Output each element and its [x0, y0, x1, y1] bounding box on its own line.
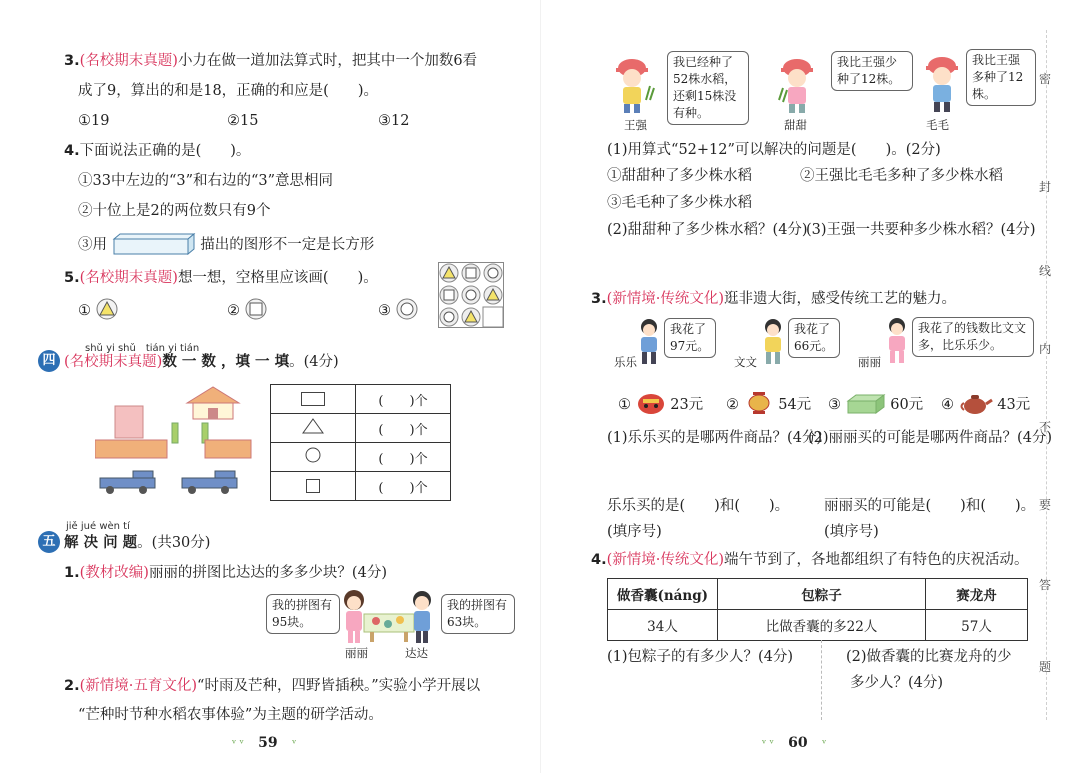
left-q3-option-1: ①19 — [78, 113, 110, 129]
wangqiang-name-label: 王强 — [624, 118, 647, 132]
answer-divider — [821, 640, 823, 720]
jade-box-icon — [846, 391, 886, 415]
tiantian-name-label: 甜甜 — [784, 118, 807, 132]
right-q3-fill-hint-1: (填序号) — [607, 524, 662, 540]
triangle-icon — [271, 414, 356, 443]
wangqiang-figure — [612, 56, 656, 114]
left-q4-option-2: ②十位上是2的两位数只有9个 — [78, 203, 271, 219]
item-1: ① 23元 — [618, 391, 703, 415]
right-q3-sub1: (1)乐乐买的是哪两件商品？(4分) — [607, 430, 823, 446]
right-q3-question: 3.(新情境·传统文化)逛非遗大街，感受传统工艺的魅力。 — [591, 291, 957, 307]
p2-sub1: (1)用算式“52+12”可以解决的问题是( )。(2分) — [607, 142, 941, 158]
item-3: ③ 60元 — [828, 391, 923, 415]
count-cell-square[interactable]: ( )个 — [356, 472, 451, 501]
square-icon — [271, 472, 356, 501]
left-q4-option-3: ③用 描出的图形不一定是长方形 — [78, 233, 374, 255]
right-page-footer — [762, 735, 826, 751]
teapot-icon — [959, 391, 993, 415]
right-page-number: 60 — [788, 735, 808, 751]
sec5-badge: 五 — [38, 531, 60, 553]
shape-pattern-grid — [438, 262, 504, 328]
right-q4-sub1: (1)包粽子的有多少人？(4分) — [607, 649, 794, 665]
left-q4-question: 4.下面说法正确的是( )。 — [64, 143, 251, 159]
side-char: 内 — [1038, 342, 1051, 356]
left-q5-option-3: ③ — [378, 298, 418, 321]
sprout-icon: ᵛ ᵛ — [762, 737, 774, 750]
circle-icon — [271, 443, 356, 472]
tiantian-speech-bubble: 我比王强少种了12株。 — [831, 51, 913, 91]
shape-count-table — [270, 384, 451, 501]
count-cell-rectangle[interactable]: ( )个 — [356, 385, 451, 414]
lili-right-speech-bubble: 我花了的钱数比文文多，比乐乐少。 — [912, 317, 1034, 357]
dada-speech-bubble: 我的拼图有63块。 — [441, 594, 515, 634]
p2-sub1-option-1: ①甜甜种了多少株水稻 — [607, 168, 752, 184]
header-xiangnang: 做香囊(náng) — [608, 579, 718, 610]
lili-right-name-label: 丽丽 — [858, 355, 881, 369]
sec4-badge: 四 — [38, 350, 60, 372]
rectangle-icon — [271, 385, 356, 414]
left-q3-line2: 成了9，算出的和是18，正确的和应是( )。 — [78, 83, 378, 99]
table-row — [271, 443, 451, 472]
value-longzhou: 57人 — [926, 610, 1028, 641]
left-q5-question: 5.(名校期末真题)想一想，空格里应该画( )。 — [64, 270, 378, 286]
tiger-hat-icon — [636, 391, 666, 415]
wenwen-speech-bubble: 我花了66元。 — [788, 318, 840, 358]
lele-name-label: 乐乐 — [614, 355, 637, 369]
side-char: 题 — [1038, 660, 1051, 674]
left-page-number: 59 — [258, 735, 278, 751]
sec5-heading: 解 决 问 题。(共30分) — [64, 534, 211, 551]
table-row — [271, 414, 451, 443]
double-circle-icon — [396, 298, 418, 320]
sec5-pinyin: jiě jué wèn tí — [66, 521, 130, 532]
sec4-heading: (名校期末真题)数 一 数 ，填 一 填。(4分) — [64, 353, 339, 370]
value-zongzi: 比做香囊的多22人 — [718, 610, 926, 641]
maomao-figure — [920, 54, 964, 114]
right-q3-fill-hint-2: (填序号) — [824, 524, 879, 540]
page-gutter — [540, 0, 541, 773]
lili-speech-bubble: 我的拼图有95块。 — [266, 594, 340, 634]
item-2: ② 54元 — [726, 391, 811, 415]
wenwen-name-label: 文文 — [734, 355, 757, 369]
left-q5-option-1: ① — [78, 298, 118, 321]
table-row — [271, 472, 451, 501]
maomao-speech-bubble: 我比王强多种了12株。 — [966, 49, 1036, 106]
sec5-p1-question: 1.(教材改编)丽丽的拼图比达达的多多少块？(4分) — [64, 565, 387, 581]
lili-right-figure — [884, 317, 910, 365]
header-longzhou: 赛龙舟 — [926, 579, 1028, 610]
p2-sub3: (3)王强一共要种多少株水稻？(4分) — [806, 222, 1036, 238]
lantern-icon — [744, 391, 774, 415]
header-zongzi: 包粽子 — [718, 579, 926, 610]
cuboid-icon — [112, 233, 196, 255]
sec4-pinyin: shǔ yi shǔ tián yi tián — [85, 343, 200, 354]
side-char: 线 — [1038, 264, 1051, 278]
lele-figure — [636, 318, 662, 366]
left-q3-option-2: ②15 — [227, 113, 259, 129]
value-xiangnang: 34人 — [608, 610, 718, 641]
side-char: 不 — [1038, 420, 1051, 434]
lili-name-label: 丽丽 — [345, 646, 368, 660]
item-4: ④ 43元 — [941, 391, 1030, 415]
festival-activity-table — [607, 578, 1028, 641]
right-q3-sub2: (2)丽丽买的可能是哪两件商品？(4分) — [808, 430, 1053, 446]
sec5-p2-line1: 2.(新情境·五育文化)“时雨及芒种，四野皆插秧。”实验小学开展以 — [64, 678, 481, 694]
left-q3-option-3: ③12 — [378, 113, 410, 129]
left-q3-line1: 3.(名校期末真题)小力在做一道加法算式时，把其中一个加数6看 — [64, 53, 478, 69]
right-q3-answer2[interactable]: 丽丽买的可能是( )和( )。 — [824, 498, 1036, 514]
right-q4-sub2-line2: 多少人？(4分) — [850, 675, 944, 691]
table-row — [271, 385, 451, 414]
side-char: 封 — [1038, 180, 1051, 194]
table-row — [608, 579, 1028, 610]
right-q4-question: 4.(新情境·传统文化)端午节到了，各地都组织了有特色的庆祝活动。 — [591, 552, 1029, 568]
p2-sub1-option-3: ③毛毛种了多少株水稻 — [607, 195, 752, 211]
maomao-name-label: 毛毛 — [926, 118, 949, 132]
wenwen-figure — [760, 318, 786, 366]
kids-puzzle-illustration — [336, 588, 438, 646]
side-char: 密 — [1038, 72, 1051, 86]
left-q5-option-2: ② — [227, 298, 267, 321]
side-char: 答 — [1038, 578, 1051, 592]
circle-triangle-icon — [96, 298, 118, 320]
shapes-picture — [95, 385, 255, 500]
seal-line — [1046, 30, 1048, 720]
left-page-footer — [232, 735, 296, 751]
p2-sub1-option-2: ②王强比毛毛多种了多少株水稻 — [800, 168, 1003, 184]
wangqiang-speech-bubble: 我已经种了52株水稻，还剩15株没有种。 — [667, 51, 749, 125]
sprout-icon: ᵛ ᵛ — [232, 737, 244, 750]
left-q4-option-1: ①33中左边的“3”和右边的“3”意思相同 — [78, 173, 334, 189]
p2-sub2: (2)甜甜种了多少株水稻？(4分) — [607, 222, 808, 238]
sprout-icon: ᵛ — [292, 737, 297, 750]
circle-square-icon — [245, 298, 267, 320]
table-row — [608, 610, 1028, 641]
side-char: 要 — [1038, 498, 1051, 512]
dada-name-label: 达达 — [405, 646, 428, 660]
right-q3-answer1[interactable]: 乐乐买的是( )和( )。 — [607, 498, 790, 514]
sprout-icon: ᵛ — [822, 737, 827, 750]
count-cell-triangle[interactable]: ( )个 — [356, 414, 451, 443]
sec5-p2-line2: “芒种时节种水稻农事体验”为主题的研学活动。 — [78, 707, 383, 723]
lele-speech-bubble: 我花了97元。 — [664, 318, 716, 358]
right-q4-sub2-line1: (2)做香囊的比赛龙舟的少 — [846, 649, 1012, 665]
count-cell-circle[interactable]: ( )个 — [356, 443, 451, 472]
tiantian-figure — [775, 56, 819, 114]
